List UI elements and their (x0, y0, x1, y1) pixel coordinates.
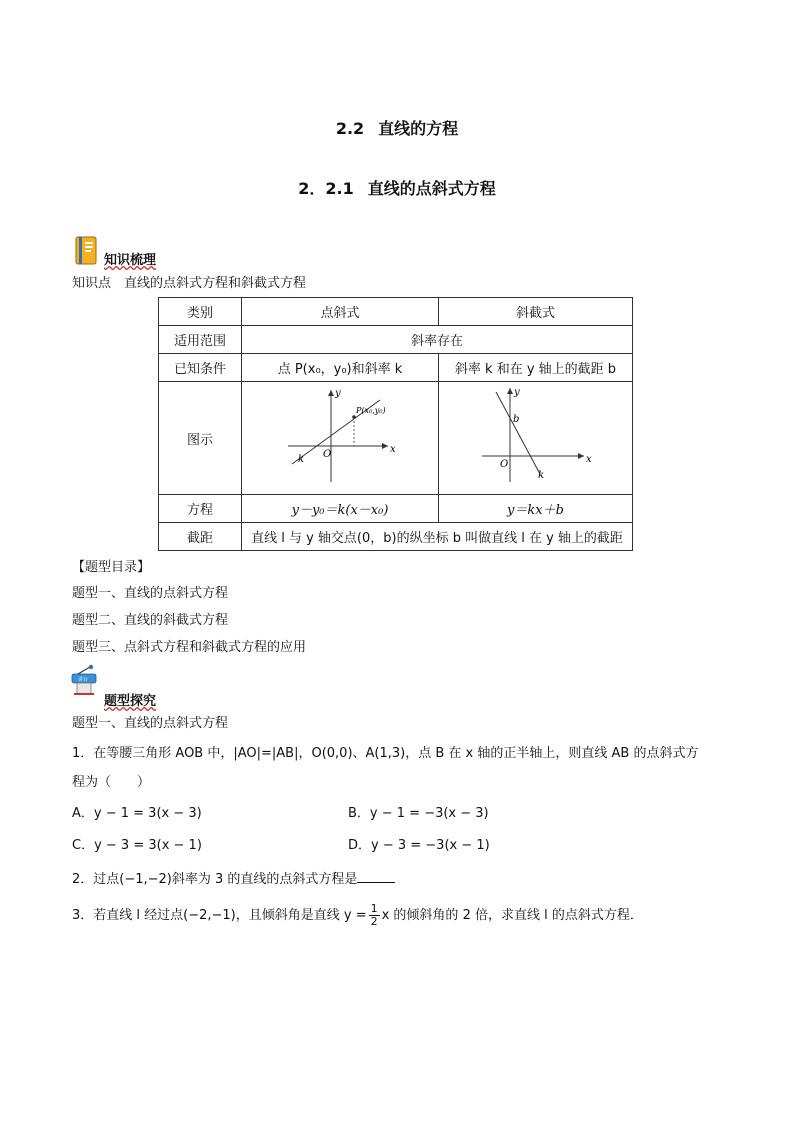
table-row (159, 382, 633, 495)
x-axis-arrow (578, 453, 584, 459)
origin-label: O (323, 449, 332, 460)
section-title (0, 116, 794, 139)
x-axis-arrow (382, 443, 388, 449)
intercept-definition: 直线 l 与 y 轴交点(0，b)的纵坐标 b 叫做直线 l 在 y 轴上的截距 (242, 523, 633, 551)
catalog-item: 题型三、点斜式方程和斜截式方程的应用 (72, 640, 307, 655)
option-b: B．y − 1 = −3(x − 3) (348, 806, 489, 821)
origin-label: O (499, 459, 508, 470)
condition-slope-intercept: 斜率 k 和在 y 轴上的截距 b (439, 354, 633, 382)
y-axis-arrow (507, 388, 513, 394)
type-one-heading: 题型一、直线的点斜式方程 (72, 716, 229, 731)
fraction-one-half (369, 903, 380, 928)
section-number: 2.2 (335, 119, 365, 138)
podium-icon (70, 664, 100, 696)
catalog-item: 题型二、直线的斜截式方程 (72, 613, 229, 628)
row-label-scope: 适用范围 (159, 326, 242, 354)
option-c: C．y − 3 = 3(x − 1) (72, 838, 202, 853)
option-d: D．y − 3 = −3(x − 1) (348, 838, 490, 853)
explore-heading-text: 题型探究 (104, 694, 157, 709)
x-axis-label: x (585, 454, 592, 465)
table-row (159, 523, 633, 551)
section-title-text: 直线的方程 (378, 119, 459, 138)
equation-point-slope: y－y₀＝k(x－x₀) (242, 495, 439, 523)
row-label-condition: 已知条件 (159, 354, 242, 382)
x-axis-label: x (390, 444, 396, 455)
table-header-category: 类别 (159, 298, 242, 326)
slope-label: k (298, 454, 305, 465)
answer-blank (357, 870, 395, 883)
table-header-slope-intercept: 斜截式 (439, 298, 633, 326)
y-axis-arrow (328, 390, 334, 396)
question-3-text-pre: 3．若直线 l 经过点(−2,−1)，且倾斜角是直线 y = (72, 908, 367, 923)
y-axis-label: y (513, 387, 520, 398)
fraction-denominator: 2 (370, 915, 378, 928)
knowledge-table (158, 297, 633, 551)
question-2 (72, 868, 395, 887)
intercept-label: b (512, 414, 519, 425)
fraction-numerator: 1 (370, 902, 378, 915)
table-row (159, 326, 633, 354)
question-3 (72, 903, 643, 928)
table-row (159, 298, 633, 326)
catalog-item: 题型一、直线的点斜式方程 (72, 586, 229, 601)
slope-label: k (537, 470, 544, 481)
table-row (159, 354, 633, 382)
subsection-number: 2．2.1 (298, 179, 354, 198)
question-2-text: 2．过点(−1,−2)斜率为 3 的直线的点斜式方程是 (72, 872, 358, 887)
point-p (352, 415, 356, 419)
explore-heading (104, 690, 156, 709)
equation-slope-intercept: y＝kx＋b (439, 495, 633, 523)
subsection-title (0, 176, 794, 199)
question-1-text: 1．在等腰三角形 AOB 中，|AO|=|AB|，O(0,0)、A(1,3)，点 B 在 x 轴的正半轴上，则直线 AB 的点斜式方 (72, 746, 699, 761)
condition-point-slope: 点 P(x₀，y₀)和斜率 k (242, 354, 439, 382)
knowledge-point-label: 知识点 直线的点斜式方程和斜截式方程 (72, 276, 307, 291)
point-label: P(x₀,y₀) (356, 406, 386, 415)
point-slope-graph (242, 382, 438, 490)
catalog-heading: 【题型目录】 (72, 560, 151, 575)
figure-point-slope (242, 382, 439, 495)
y-axis-label: y (335, 388, 341, 399)
row-label-intercept: 截距 (159, 523, 242, 551)
option-a: A．y − 1 = 3(x − 3) (72, 806, 202, 821)
row-label-equation: 方程 (159, 495, 242, 523)
question-1-text-cont: 程为（ ） (72, 775, 151, 790)
figure-slope-intercept (439, 382, 633, 495)
table-header-point-slope: 点斜式 (242, 298, 439, 326)
podium-label: 讲台 (78, 677, 89, 683)
scope-value: 斜率存在 (242, 326, 633, 354)
book-icon (74, 236, 100, 266)
slope-intercept-graph (440, 382, 632, 490)
knowledge-heading (104, 249, 156, 268)
subsection-title-text: 直线的点斜式方程 (367, 179, 496, 198)
knowledge-heading-text: 知识梳理 (104, 253, 157, 268)
row-label-figure: 图示 (159, 382, 242, 495)
question-3-text-post: x 的倾斜角的 2 倍，求直线 l 的点斜式方程． (381, 908, 643, 923)
table-row (159, 495, 633, 523)
